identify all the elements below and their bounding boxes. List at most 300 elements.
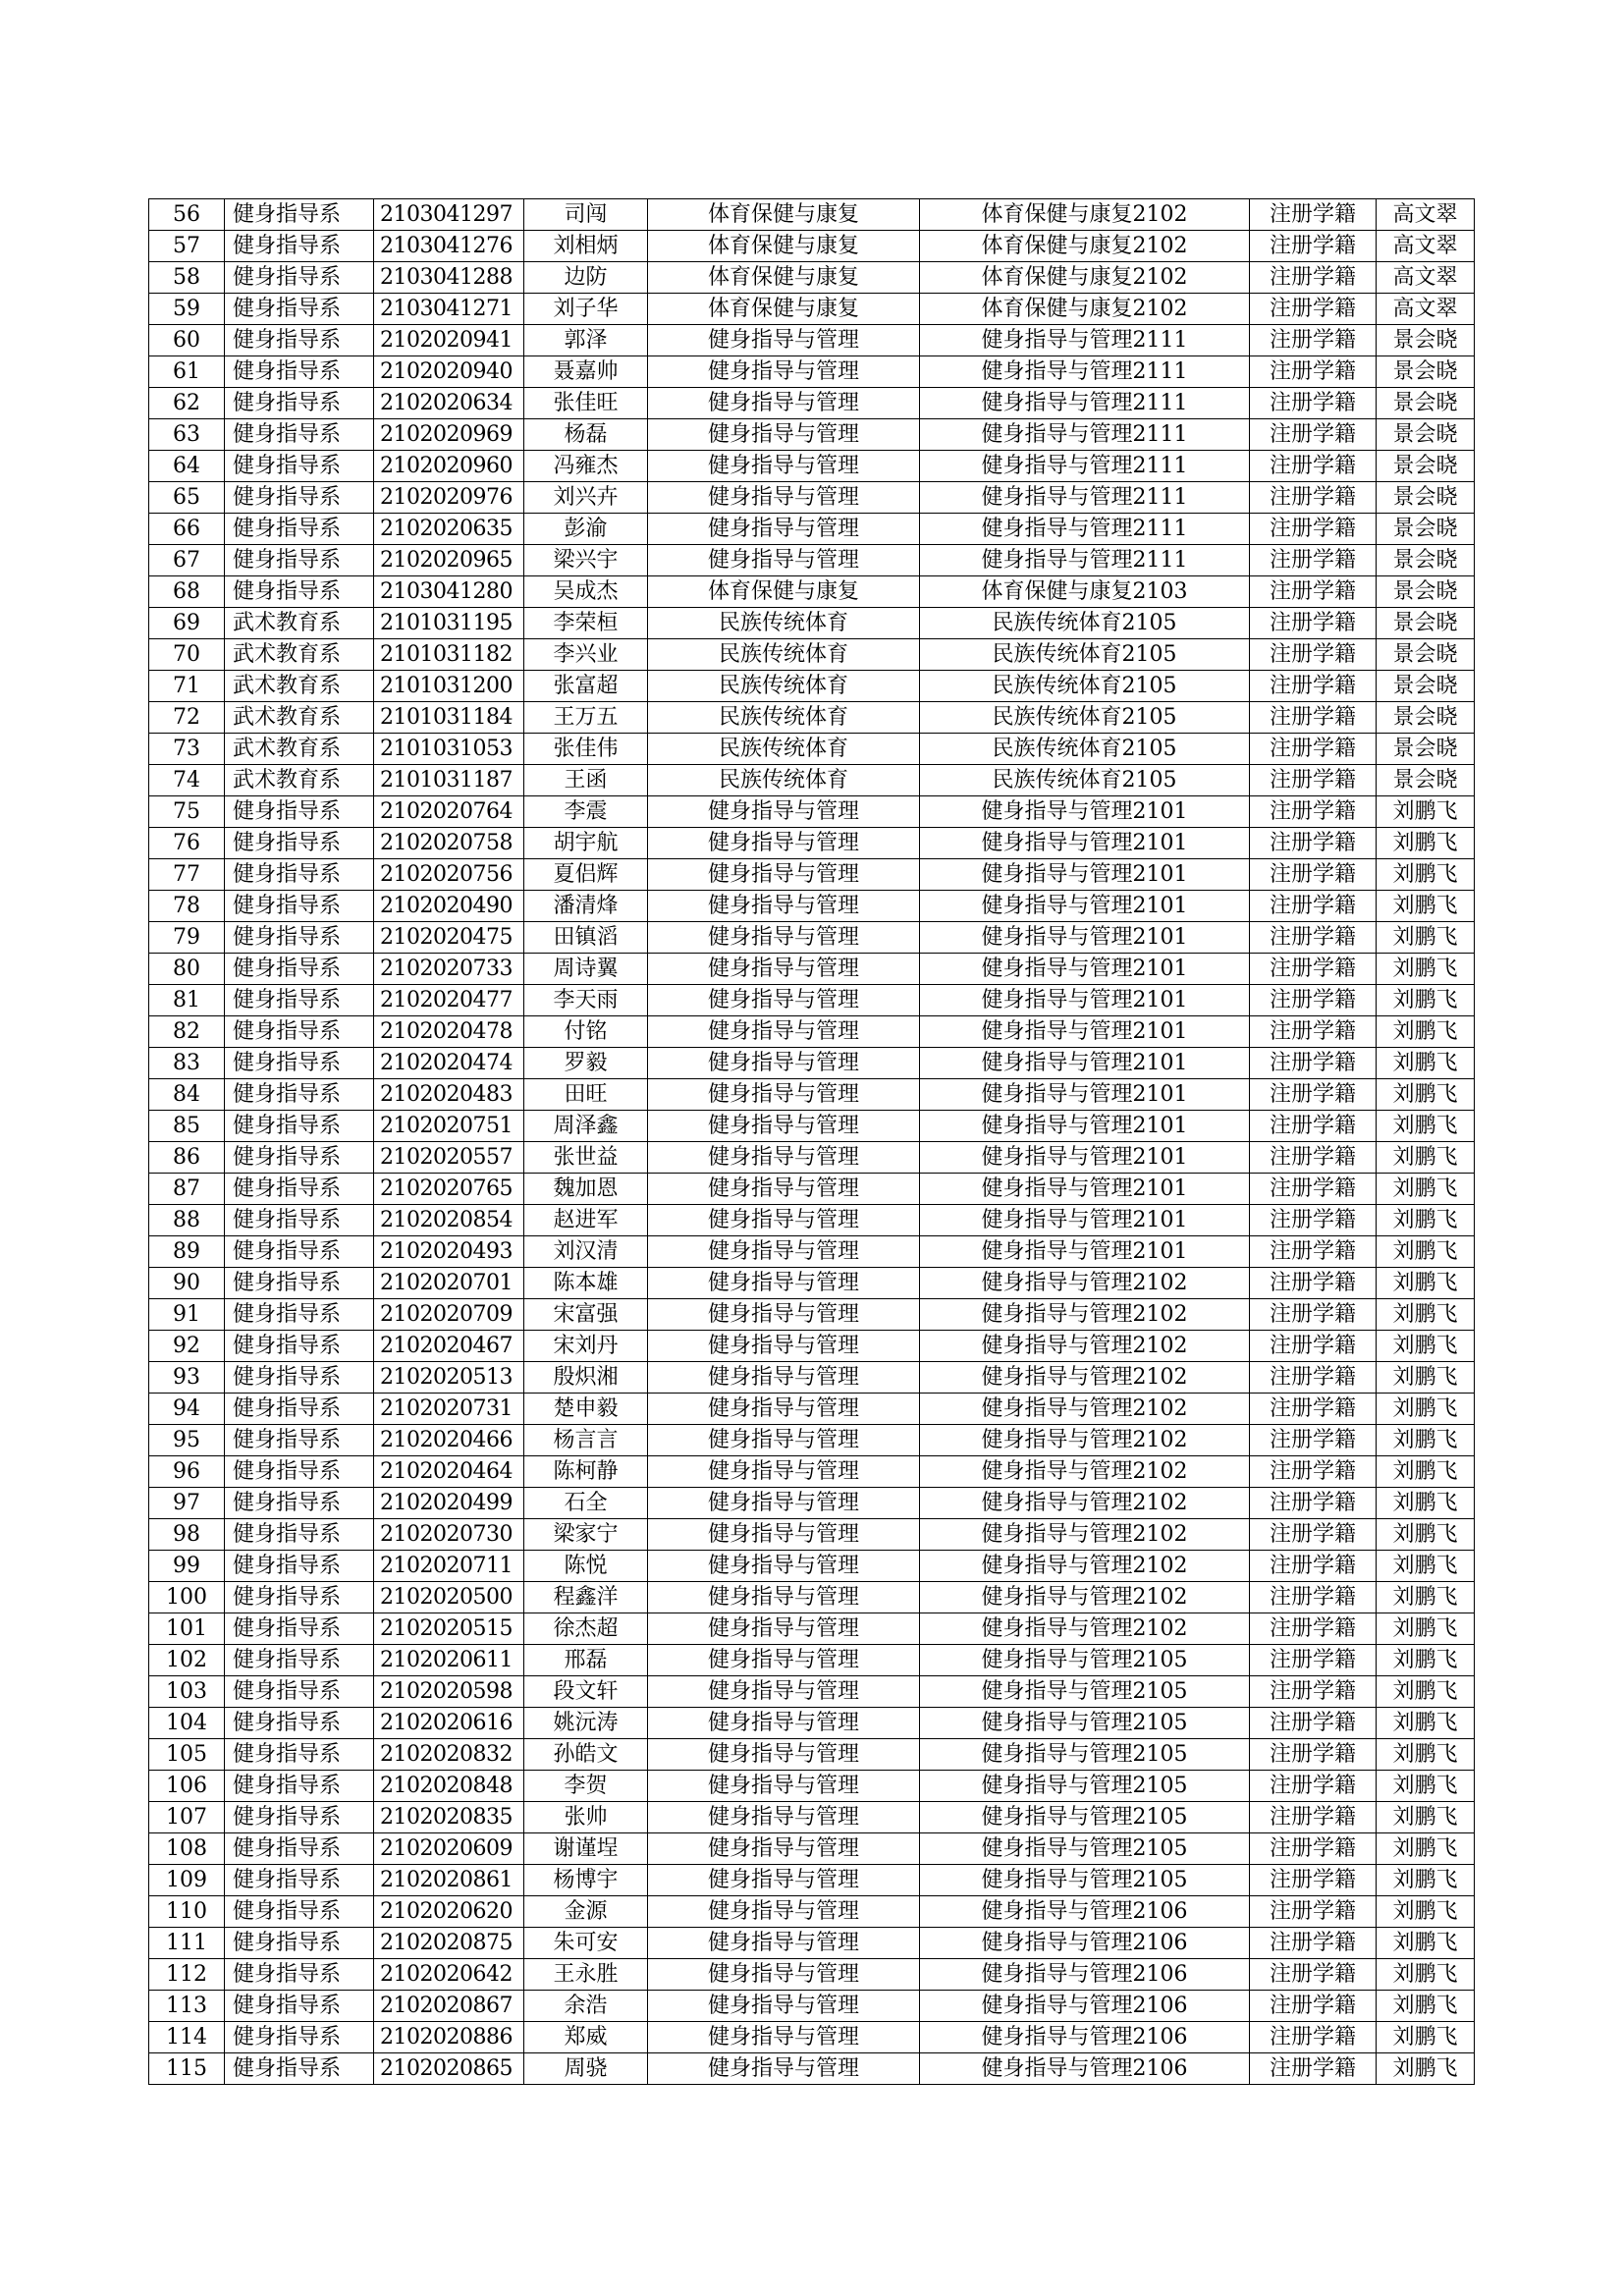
cell-student-name: 梁兴宇 bbox=[524, 545, 648, 576]
table-row bbox=[149, 828, 1475, 859]
cell-student-name: 刘汉清 bbox=[524, 1236, 648, 1268]
table-row bbox=[149, 1268, 1475, 1299]
cell-major: 健身指导与管理 bbox=[648, 2053, 920, 2085]
cell-row-number: 58 bbox=[149, 262, 225, 294]
cell-major: 健身指导与管理 bbox=[648, 1991, 920, 2022]
cell-row-number: 69 bbox=[149, 608, 225, 639]
cell-class-name: 健身指导与管理2101 bbox=[920, 922, 1250, 954]
cell-major: 健身指导与管理 bbox=[648, 356, 920, 388]
cell-student-id: 2102020965 bbox=[374, 545, 524, 576]
cell-row-number: 68 bbox=[149, 576, 225, 608]
cell-row-number: 105 bbox=[149, 1739, 225, 1771]
cell-student-name: 李震 bbox=[524, 796, 648, 828]
cell-row-number: 110 bbox=[149, 1896, 225, 1928]
table-row bbox=[149, 671, 1475, 702]
cell-status: 注册学籍 bbox=[1250, 2053, 1377, 2085]
cell-department: 健身指导系 bbox=[225, 199, 374, 231]
cell-student-name: 楚申毅 bbox=[524, 1394, 648, 1425]
cell-class-name: 健身指导与管理2106 bbox=[920, 1959, 1250, 1991]
cell-student-id: 2102020474 bbox=[374, 1048, 524, 1079]
cell-major: 健身指导与管理 bbox=[648, 1331, 920, 1362]
cell-status: 注册学籍 bbox=[1250, 545, 1377, 576]
table-row bbox=[149, 1394, 1475, 1425]
cell-row-number: 102 bbox=[149, 1645, 225, 1676]
cell-teacher: 景会晓 bbox=[1377, 608, 1475, 639]
cell-status: 注册学籍 bbox=[1250, 859, 1377, 891]
cell-student-name: 杨言言 bbox=[524, 1425, 648, 1456]
cell-major: 健身指导与管理 bbox=[648, 1016, 920, 1048]
cell-department: 健身指导系 bbox=[225, 451, 374, 482]
cell-student-name: 王万五 bbox=[524, 702, 648, 734]
cell-class-name: 健身指导与管理2102 bbox=[920, 1394, 1250, 1425]
cell-department: 健身指导系 bbox=[225, 388, 374, 419]
cell-teacher: 刘鹏飞 bbox=[1377, 891, 1475, 922]
cell-class-name: 健身指导与管理2101 bbox=[920, 1048, 1250, 1079]
cell-teacher: 刘鹏飞 bbox=[1377, 1771, 1475, 1802]
cell-teacher: 刘鹏飞 bbox=[1377, 828, 1475, 859]
cell-class-name: 健身指导与管理2105 bbox=[920, 1708, 1250, 1739]
table-row bbox=[149, 262, 1475, 294]
cell-teacher: 刘鹏飞 bbox=[1377, 1739, 1475, 1771]
cell-department: 健身指导系 bbox=[225, 294, 374, 325]
cell-row-number: 92 bbox=[149, 1331, 225, 1362]
cell-class-name: 健身指导与管理2106 bbox=[920, 2053, 1250, 2085]
cell-student-id: 2102020611 bbox=[374, 1645, 524, 1676]
cell-student-id: 2101031195 bbox=[374, 608, 524, 639]
cell-class-name: 健身指导与管理2105 bbox=[920, 1865, 1250, 1896]
cell-teacher: 刘鹏飞 bbox=[1377, 1488, 1475, 1519]
cell-class-name: 健身指导与管理2111 bbox=[920, 419, 1250, 451]
cell-row-number: 97 bbox=[149, 1488, 225, 1519]
cell-major: 健身指导与管理 bbox=[648, 1582, 920, 1613]
cell-student-name: 聂嘉帅 bbox=[524, 356, 648, 388]
cell-status: 注册学籍 bbox=[1250, 1456, 1377, 1488]
cell-teacher: 刘鹏飞 bbox=[1377, 954, 1475, 985]
cell-row-number: 73 bbox=[149, 734, 225, 765]
cell-row-number: 64 bbox=[149, 451, 225, 482]
cell-row-number: 100 bbox=[149, 1582, 225, 1613]
cell-student-id: 2102020941 bbox=[374, 325, 524, 356]
cell-class-name: 健身指导与管理2102 bbox=[920, 1488, 1250, 1519]
cell-row-number: 94 bbox=[149, 1394, 225, 1425]
cell-student-id: 2101031053 bbox=[374, 734, 524, 765]
cell-department: 健身指导系 bbox=[225, 1111, 374, 1142]
cell-class-name: 健身指导与管理2105 bbox=[920, 1645, 1250, 1676]
cell-status: 注册学籍 bbox=[1250, 954, 1377, 985]
cell-teacher: 刘鹏飞 bbox=[1377, 1551, 1475, 1582]
table-row bbox=[149, 796, 1475, 828]
cell-department: 武术教育系 bbox=[225, 608, 374, 639]
cell-status: 注册学籍 bbox=[1250, 482, 1377, 514]
cell-major: 健身指导与管理 bbox=[648, 1394, 920, 1425]
cell-student-name: 司闯 bbox=[524, 199, 648, 231]
cell-status: 注册学籍 bbox=[1250, 1896, 1377, 1928]
cell-student-id: 2102020765 bbox=[374, 1174, 524, 1205]
cell-status: 注册学籍 bbox=[1250, 262, 1377, 294]
table-row bbox=[149, 1299, 1475, 1331]
cell-row-number: 112 bbox=[149, 1959, 225, 1991]
table-row bbox=[149, 356, 1475, 388]
cell-status: 注册学籍 bbox=[1250, 1613, 1377, 1645]
cell-major: 健身指导与管理 bbox=[648, 325, 920, 356]
cell-status: 注册学籍 bbox=[1250, 1582, 1377, 1613]
cell-major: 健身指导与管理 bbox=[648, 1676, 920, 1708]
cell-teacher: 景会晓 bbox=[1377, 419, 1475, 451]
cell-major: 健身指导与管理 bbox=[648, 1771, 920, 1802]
cell-department: 健身指导系 bbox=[225, 1928, 374, 1959]
cell-row-number: 75 bbox=[149, 796, 225, 828]
cell-teacher: 刘鹏飞 bbox=[1377, 1676, 1475, 1708]
cell-status: 注册学籍 bbox=[1250, 325, 1377, 356]
cell-student-name: 周诗翼 bbox=[524, 954, 648, 985]
table-row bbox=[149, 985, 1475, 1016]
cell-student-name: 余浩 bbox=[524, 1991, 648, 2022]
cell-department: 健身指导系 bbox=[225, 1079, 374, 1111]
cell-status: 注册学籍 bbox=[1250, 1833, 1377, 1865]
cell-student-name: 殷炽湘 bbox=[524, 1362, 648, 1394]
cell-department: 健身指导系 bbox=[225, 356, 374, 388]
cell-status: 注册学籍 bbox=[1250, 1236, 1377, 1268]
cell-student-name: 付铭 bbox=[524, 1016, 648, 1048]
cell-student-name: 胡宇航 bbox=[524, 828, 648, 859]
table-row bbox=[149, 2022, 1475, 2053]
cell-row-number: 111 bbox=[149, 1928, 225, 1959]
cell-student-name: 边防 bbox=[524, 262, 648, 294]
cell-department: 健身指导系 bbox=[225, 922, 374, 954]
table-row bbox=[149, 1519, 1475, 1551]
table-row bbox=[149, 1205, 1475, 1236]
cell-class-name: 健身指导与管理2105 bbox=[920, 1739, 1250, 1771]
cell-status: 注册学籍 bbox=[1250, 1519, 1377, 1551]
cell-student-name: 程鑫洋 bbox=[524, 1582, 648, 1613]
cell-teacher: 景会晓 bbox=[1377, 514, 1475, 545]
cell-student-name: 李荣桓 bbox=[524, 608, 648, 639]
cell-student-name: 赵进军 bbox=[524, 1205, 648, 1236]
cell-status: 注册学籍 bbox=[1250, 1048, 1377, 1079]
cell-row-number: 84 bbox=[149, 1079, 225, 1111]
cell-class-name: 健身指导与管理2111 bbox=[920, 325, 1250, 356]
cell-department: 健身指导系 bbox=[225, 1456, 374, 1488]
cell-major: 健身指导与管理 bbox=[648, 859, 920, 891]
cell-major: 健身指导与管理 bbox=[648, 1456, 920, 1488]
cell-department: 健身指导系 bbox=[225, 1676, 374, 1708]
cell-student-name: 吴成杰 bbox=[524, 576, 648, 608]
cell-class-name: 健身指导与管理2106 bbox=[920, 1896, 1250, 1928]
cell-teacher: 刘鹏飞 bbox=[1377, 1928, 1475, 1959]
cell-department: 健身指导系 bbox=[225, 482, 374, 514]
cell-student-id: 2102020490 bbox=[374, 891, 524, 922]
cell-major: 健身指导与管理 bbox=[648, 891, 920, 922]
cell-student-name: 张佳伟 bbox=[524, 734, 648, 765]
cell-student-id: 2102020477 bbox=[374, 985, 524, 1016]
cell-department: 健身指导系 bbox=[225, 985, 374, 1016]
cell-row-number: 108 bbox=[149, 1833, 225, 1865]
cell-status: 注册学籍 bbox=[1250, 1928, 1377, 1959]
cell-department: 健身指导系 bbox=[225, 1394, 374, 1425]
cell-student-id: 2102020751 bbox=[374, 1111, 524, 1142]
cell-department: 健身指导系 bbox=[225, 1016, 374, 1048]
cell-student-name: 夏侣辉 bbox=[524, 859, 648, 891]
cell-teacher: 景会晓 bbox=[1377, 671, 1475, 702]
cell-department: 健身指导系 bbox=[225, 1959, 374, 1991]
table-row bbox=[149, 2053, 1475, 2085]
cell-row-number: 98 bbox=[149, 1519, 225, 1551]
cell-status: 注册学籍 bbox=[1250, 985, 1377, 1016]
cell-student-id: 2102020940 bbox=[374, 356, 524, 388]
cell-department: 健身指导系 bbox=[225, 576, 374, 608]
cell-status: 注册学籍 bbox=[1250, 1111, 1377, 1142]
cell-student-id: 2102020969 bbox=[374, 419, 524, 451]
table-row bbox=[149, 1551, 1475, 1582]
cell-row-number: 61 bbox=[149, 356, 225, 388]
cell-class-name: 健身指导与管理2101 bbox=[920, 828, 1250, 859]
cell-status: 注册学籍 bbox=[1250, 1771, 1377, 1802]
cell-student-name: 杨博宇 bbox=[524, 1865, 648, 1896]
cell-status: 注册学籍 bbox=[1250, 891, 1377, 922]
cell-teacher: 高文翠 bbox=[1377, 199, 1475, 231]
cell-student-id: 2102020513 bbox=[374, 1362, 524, 1394]
cell-status: 注册学籍 bbox=[1250, 388, 1377, 419]
cell-row-number: 78 bbox=[149, 891, 225, 922]
cell-student-id: 2102020976 bbox=[374, 482, 524, 514]
cell-student-id: 2102020730 bbox=[374, 1519, 524, 1551]
cell-major: 健身指导与管理 bbox=[648, 922, 920, 954]
cell-student-id: 2103041276 bbox=[374, 231, 524, 262]
cell-department: 健身指导系 bbox=[225, 1582, 374, 1613]
cell-major: 健身指导与管理 bbox=[648, 1613, 920, 1645]
cell-student-id: 2102020709 bbox=[374, 1299, 524, 1331]
cell-student-id: 2102020865 bbox=[374, 2053, 524, 2085]
table-row bbox=[149, 388, 1475, 419]
cell-major: 体育保健与康复 bbox=[648, 199, 920, 231]
cell-status: 注册学籍 bbox=[1250, 1959, 1377, 1991]
cell-class-name: 健身指导与管理2102 bbox=[920, 1299, 1250, 1331]
cell-department: 健身指导系 bbox=[225, 514, 374, 545]
cell-class-name: 健身指导与管理2111 bbox=[920, 451, 1250, 482]
table-row bbox=[149, 1048, 1475, 1079]
cell-major: 健身指导与管理 bbox=[648, 1708, 920, 1739]
cell-major: 健身指导与管理 bbox=[648, 796, 920, 828]
cell-student-name: 李兴业 bbox=[524, 639, 648, 671]
cell-department: 健身指导系 bbox=[225, 1739, 374, 1771]
table-row bbox=[149, 1676, 1475, 1708]
cell-major: 健身指导与管理 bbox=[648, 1174, 920, 1205]
cell-status: 注册学籍 bbox=[1250, 1142, 1377, 1174]
cell-student-name: 张富超 bbox=[524, 671, 648, 702]
cell-row-number: 91 bbox=[149, 1299, 225, 1331]
cell-status: 注册学籍 bbox=[1250, 734, 1377, 765]
cell-status: 注册学籍 bbox=[1250, 1865, 1377, 1896]
cell-major: 健身指导与管理 bbox=[648, 1739, 920, 1771]
cell-student-name: 徐杰超 bbox=[524, 1613, 648, 1645]
cell-class-name: 健身指导与管理2105 bbox=[920, 1676, 1250, 1708]
cell-class-name: 民族传统体育2105 bbox=[920, 639, 1250, 671]
cell-major: 健身指导与管理 bbox=[648, 1268, 920, 1299]
cell-department: 武术教育系 bbox=[225, 734, 374, 765]
table-row bbox=[149, 922, 1475, 954]
cell-teacher: 刘鹏飞 bbox=[1377, 1896, 1475, 1928]
cell-class-name: 健身指导与管理2102 bbox=[920, 1582, 1250, 1613]
table-body bbox=[149, 199, 1475, 2085]
cell-major: 民族传统体育 bbox=[648, 671, 920, 702]
cell-student-id: 2102020758 bbox=[374, 828, 524, 859]
cell-student-name: 石全 bbox=[524, 1488, 648, 1519]
table-row bbox=[149, 325, 1475, 356]
table-row bbox=[149, 451, 1475, 482]
cell-department: 健身指导系 bbox=[225, 1362, 374, 1394]
cell-major: 体育保健与康复 bbox=[648, 294, 920, 325]
cell-teacher: 刘鹏飞 bbox=[1377, 1299, 1475, 1331]
table-row bbox=[149, 765, 1475, 796]
cell-teacher: 刘鹏飞 bbox=[1377, 1582, 1475, 1613]
cell-major: 健身指导与管理 bbox=[648, 1519, 920, 1551]
cell-teacher: 景会晓 bbox=[1377, 482, 1475, 514]
cell-row-number: 104 bbox=[149, 1708, 225, 1739]
cell-student-id: 2102020620 bbox=[374, 1896, 524, 1928]
cell-row-number: 103 bbox=[149, 1676, 225, 1708]
cell-teacher: 景会晓 bbox=[1377, 765, 1475, 796]
cell-status: 注册学籍 bbox=[1250, 1174, 1377, 1205]
cell-teacher: 景会晓 bbox=[1377, 356, 1475, 388]
table-row bbox=[149, 1425, 1475, 1456]
cell-class-name: 健身指导与管理2101 bbox=[920, 1111, 1250, 1142]
cell-student-id: 2102020832 bbox=[374, 1739, 524, 1771]
table-row bbox=[149, 1645, 1475, 1676]
cell-major: 健身指导与管理 bbox=[648, 545, 920, 576]
cell-department: 健身指导系 bbox=[225, 796, 374, 828]
cell-student-name: 潘清烽 bbox=[524, 891, 648, 922]
cell-student-id: 2102020764 bbox=[374, 796, 524, 828]
cell-row-number: 90 bbox=[149, 1268, 225, 1299]
cell-student-id: 2102020701 bbox=[374, 1268, 524, 1299]
cell-student-name: 张世益 bbox=[524, 1142, 648, 1174]
cell-teacher: 刘鹏飞 bbox=[1377, 985, 1475, 1016]
table-row bbox=[149, 1456, 1475, 1488]
cell-major: 健身指导与管理 bbox=[648, 1833, 920, 1865]
cell-teacher: 景会晓 bbox=[1377, 325, 1475, 356]
cell-student-name: 刘相炳 bbox=[524, 231, 648, 262]
cell-department: 健身指导系 bbox=[225, 2022, 374, 2053]
cell-major: 民族传统体育 bbox=[648, 639, 920, 671]
cell-department: 健身指导系 bbox=[225, 231, 374, 262]
cell-student-name: 杨磊 bbox=[524, 419, 648, 451]
cell-department: 健身指导系 bbox=[225, 1991, 374, 2022]
cell-department: 健身指导系 bbox=[225, 2053, 374, 2085]
cell-department: 健身指导系 bbox=[225, 1236, 374, 1268]
cell-class-name: 健身指导与管理2101 bbox=[920, 1236, 1250, 1268]
cell-status: 注册学籍 bbox=[1250, 1645, 1377, 1676]
cell-department: 健身指导系 bbox=[225, 1833, 374, 1865]
table-row bbox=[149, 639, 1475, 671]
cell-major: 健身指导与管理 bbox=[648, 1896, 920, 1928]
cell-major: 健身指导与管理 bbox=[648, 419, 920, 451]
cell-teacher: 刘鹏飞 bbox=[1377, 1362, 1475, 1394]
cell-department: 健身指导系 bbox=[225, 1708, 374, 1739]
cell-department: 武术教育系 bbox=[225, 639, 374, 671]
cell-student-id: 2101031182 bbox=[374, 639, 524, 671]
cell-status: 注册学籍 bbox=[1250, 231, 1377, 262]
cell-student-name: 周泽鑫 bbox=[524, 1111, 648, 1142]
cell-major: 健身指导与管理 bbox=[648, 451, 920, 482]
cell-class-name: 健身指导与管理2101 bbox=[920, 1016, 1250, 1048]
cell-row-number: 99 bbox=[149, 1551, 225, 1582]
cell-row-number: 96 bbox=[149, 1456, 225, 1488]
cell-row-number: 101 bbox=[149, 1613, 225, 1645]
cell-student-id: 2102020466 bbox=[374, 1425, 524, 1456]
cell-status: 注册学籍 bbox=[1250, 1299, 1377, 1331]
cell-student-name: 朱可安 bbox=[524, 1928, 648, 1959]
cell-student-id: 2102020464 bbox=[374, 1456, 524, 1488]
cell-teacher: 刘鹏飞 bbox=[1377, 2053, 1475, 2085]
cell-teacher: 景会晓 bbox=[1377, 702, 1475, 734]
cell-class-name: 健身指导与管理2106 bbox=[920, 1928, 1250, 1959]
cell-row-number: 71 bbox=[149, 671, 225, 702]
cell-student-id: 2101031184 bbox=[374, 702, 524, 734]
student-registration-table bbox=[148, 198, 1475, 2085]
cell-row-number: 107 bbox=[149, 1802, 225, 1833]
cell-status: 注册学籍 bbox=[1250, 1991, 1377, 2022]
cell-student-id: 2102020960 bbox=[374, 451, 524, 482]
cell-status: 注册学籍 bbox=[1250, 639, 1377, 671]
cell-major: 健身指导与管理 bbox=[648, 1645, 920, 1676]
cell-department: 健身指导系 bbox=[225, 262, 374, 294]
cell-row-number: 63 bbox=[149, 419, 225, 451]
cell-teacher: 刘鹏飞 bbox=[1377, 1959, 1475, 1991]
cell-major: 健身指导与管理 bbox=[648, 1488, 920, 1519]
cell-teacher: 景会晓 bbox=[1377, 576, 1475, 608]
cell-student-name: 陈柯静 bbox=[524, 1456, 648, 1488]
cell-student-id: 2102020733 bbox=[374, 954, 524, 985]
cell-row-number: 56 bbox=[149, 199, 225, 231]
table-row bbox=[149, 199, 1475, 231]
cell-department: 健身指导系 bbox=[225, 954, 374, 985]
cell-department: 健身指导系 bbox=[225, 1771, 374, 1802]
cell-status: 注册学籍 bbox=[1250, 608, 1377, 639]
table-row bbox=[149, 1016, 1475, 1048]
table-row bbox=[149, 1865, 1475, 1896]
table-row bbox=[149, 954, 1475, 985]
cell-student-name: 魏加恩 bbox=[524, 1174, 648, 1205]
cell-student-name: 张佳旺 bbox=[524, 388, 648, 419]
cell-major: 健身指导与管理 bbox=[648, 954, 920, 985]
cell-teacher: 刘鹏飞 bbox=[1377, 1079, 1475, 1111]
cell-teacher: 刘鹏飞 bbox=[1377, 922, 1475, 954]
cell-student-id: 2102020493 bbox=[374, 1236, 524, 1268]
cell-row-number: 82 bbox=[149, 1016, 225, 1048]
cell-teacher: 刘鹏飞 bbox=[1377, 1425, 1475, 1456]
cell-row-number: 59 bbox=[149, 294, 225, 325]
cell-row-number: 66 bbox=[149, 514, 225, 545]
cell-major: 民族传统体育 bbox=[648, 765, 920, 796]
cell-student-id: 2102020635 bbox=[374, 514, 524, 545]
cell-student-id: 2101031187 bbox=[374, 765, 524, 796]
cell-student-name: 宋刘丹 bbox=[524, 1331, 648, 1362]
table-row bbox=[149, 514, 1475, 545]
cell-class-name: 体育保健与康复2102 bbox=[920, 262, 1250, 294]
cell-row-number: 86 bbox=[149, 1142, 225, 1174]
table-row bbox=[149, 1708, 1475, 1739]
cell-department: 健身指导系 bbox=[225, 545, 374, 576]
cell-status: 注册学籍 bbox=[1250, 1488, 1377, 1519]
cell-row-number: 60 bbox=[149, 325, 225, 356]
cell-row-number: 67 bbox=[149, 545, 225, 576]
table-row bbox=[149, 545, 1475, 576]
cell-row-number: 93 bbox=[149, 1362, 225, 1394]
table-row bbox=[149, 1613, 1475, 1645]
cell-teacher: 刘鹏飞 bbox=[1377, 1833, 1475, 1865]
cell-teacher: 刘鹏飞 bbox=[1377, 1645, 1475, 1676]
table-row bbox=[149, 1802, 1475, 1833]
